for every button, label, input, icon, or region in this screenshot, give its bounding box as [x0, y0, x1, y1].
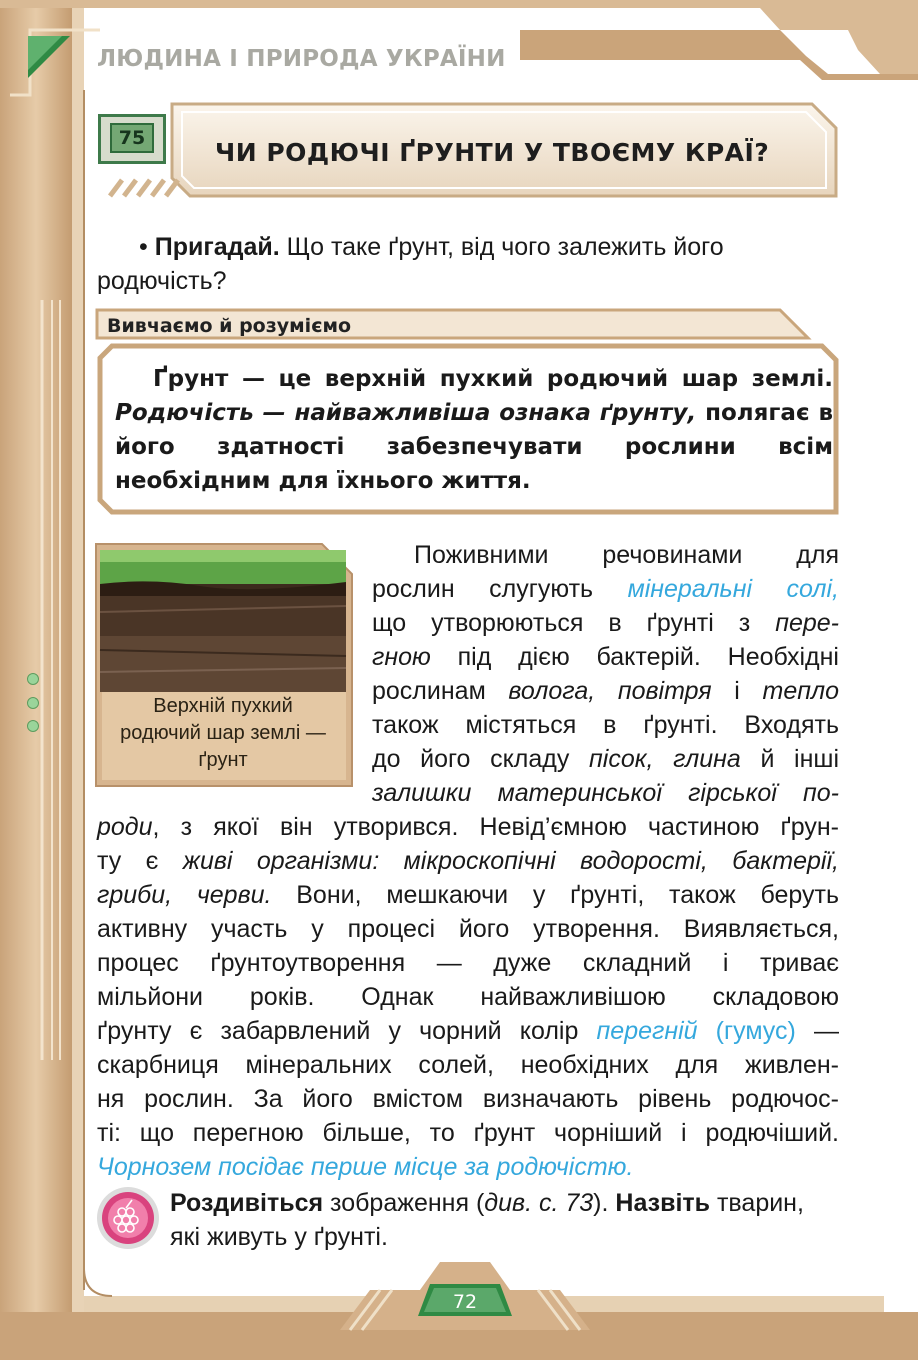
soil-photo — [100, 550, 346, 692]
body-line: процес ґрунтоутворення — дуже складний і триває — [97, 949, 839, 977]
decor-dot — [27, 697, 39, 709]
definition-text: Ґрунт — це верхній пухкий родючий шар землі. Родючість — найважливіша ознака ґрунту, полягає в його здатності забезпечувати рослини всім необхідним для їхнього життя. — [115, 366, 834, 494]
body-line: також містяться в ґрунті. Входять — [372, 711, 839, 739]
photo-caption: Верхній пухкий родючий шар землі — ґрунт — [120, 695, 326, 771]
body-line: ґрунту є забарвлений у чорний колір перегній (гумус) — — [97, 1017, 839, 1045]
magnifier-task-icon — [97, 1187, 159, 1249]
body-line: скарбниця мінеральних солей, необхідних для живлен- — [97, 1051, 839, 1079]
body-line: Поживними речовинами для — [414, 541, 839, 569]
section-label: Вивчаємо й розуміємо — [107, 315, 352, 337]
body-line: гною під дією бактерій. Необхідні — [372, 643, 839, 671]
decor-dot — [27, 720, 39, 732]
decor-dot — [27, 673, 39, 685]
body-line: Чорнозем посідає перше місце за родючістю. — [97, 1153, 634, 1181]
body-line: до його складу пісок, глина й інші — [372, 745, 840, 773]
body-line: ня рослин. За його вмістом визначають рівень родючос- — [97, 1085, 839, 1113]
lesson-title: ЧИ РОДЮЧІ ҐРУНТИ У ТВОЄМУ КРАЇ? — [215, 138, 770, 167]
task-text: Роздивіться зображення (див. с. 73). Назвіть тварин, які живуть у ґрунті. — [170, 1189, 804, 1251]
body-line: гриби, черви. Вони, мешкаючи у ґрунті, також беруть — [97, 881, 840, 909]
body-line: що утворюються в ґрунті з пере- — [372, 609, 839, 637]
page-number: 72 — [452, 1291, 478, 1313]
body-line: роди, з якої він утворився. Невід’ємною частиною ґрун- — [97, 813, 839, 841]
recall-label: Пригадай. — [154, 233, 280, 261]
body-line: мільйони років. Однак найважливішою складовою — [97, 983, 839, 1011]
body-line: ті: що перегною більше, то ґрунт чорніший і родючіший. — [97, 1119, 839, 1147]
body-line: залишки материнської гірської по- — [372, 779, 839, 807]
lesson-number-badge — [98, 114, 166, 164]
body-line: активну участь у процесі його утворення. Виявляється, — [97, 915, 839, 943]
running-head: ЛЮДИНА І ПРИРОДА УКРАЇНИ — [97, 46, 506, 72]
recall-question: • Пригадай. Що таке ґрунт, від чого залежить його родючість? — [97, 233, 724, 295]
body-line: рослин слугують мінеральні солі, — [372, 575, 839, 603]
body-line: ту є живі організми: мікроскопічні водорості, бактерії, — [97, 847, 839, 875]
lesson-number: 75 — [110, 123, 154, 153]
body-line: рослинам волога, повітря і тепло — [372, 677, 839, 705]
